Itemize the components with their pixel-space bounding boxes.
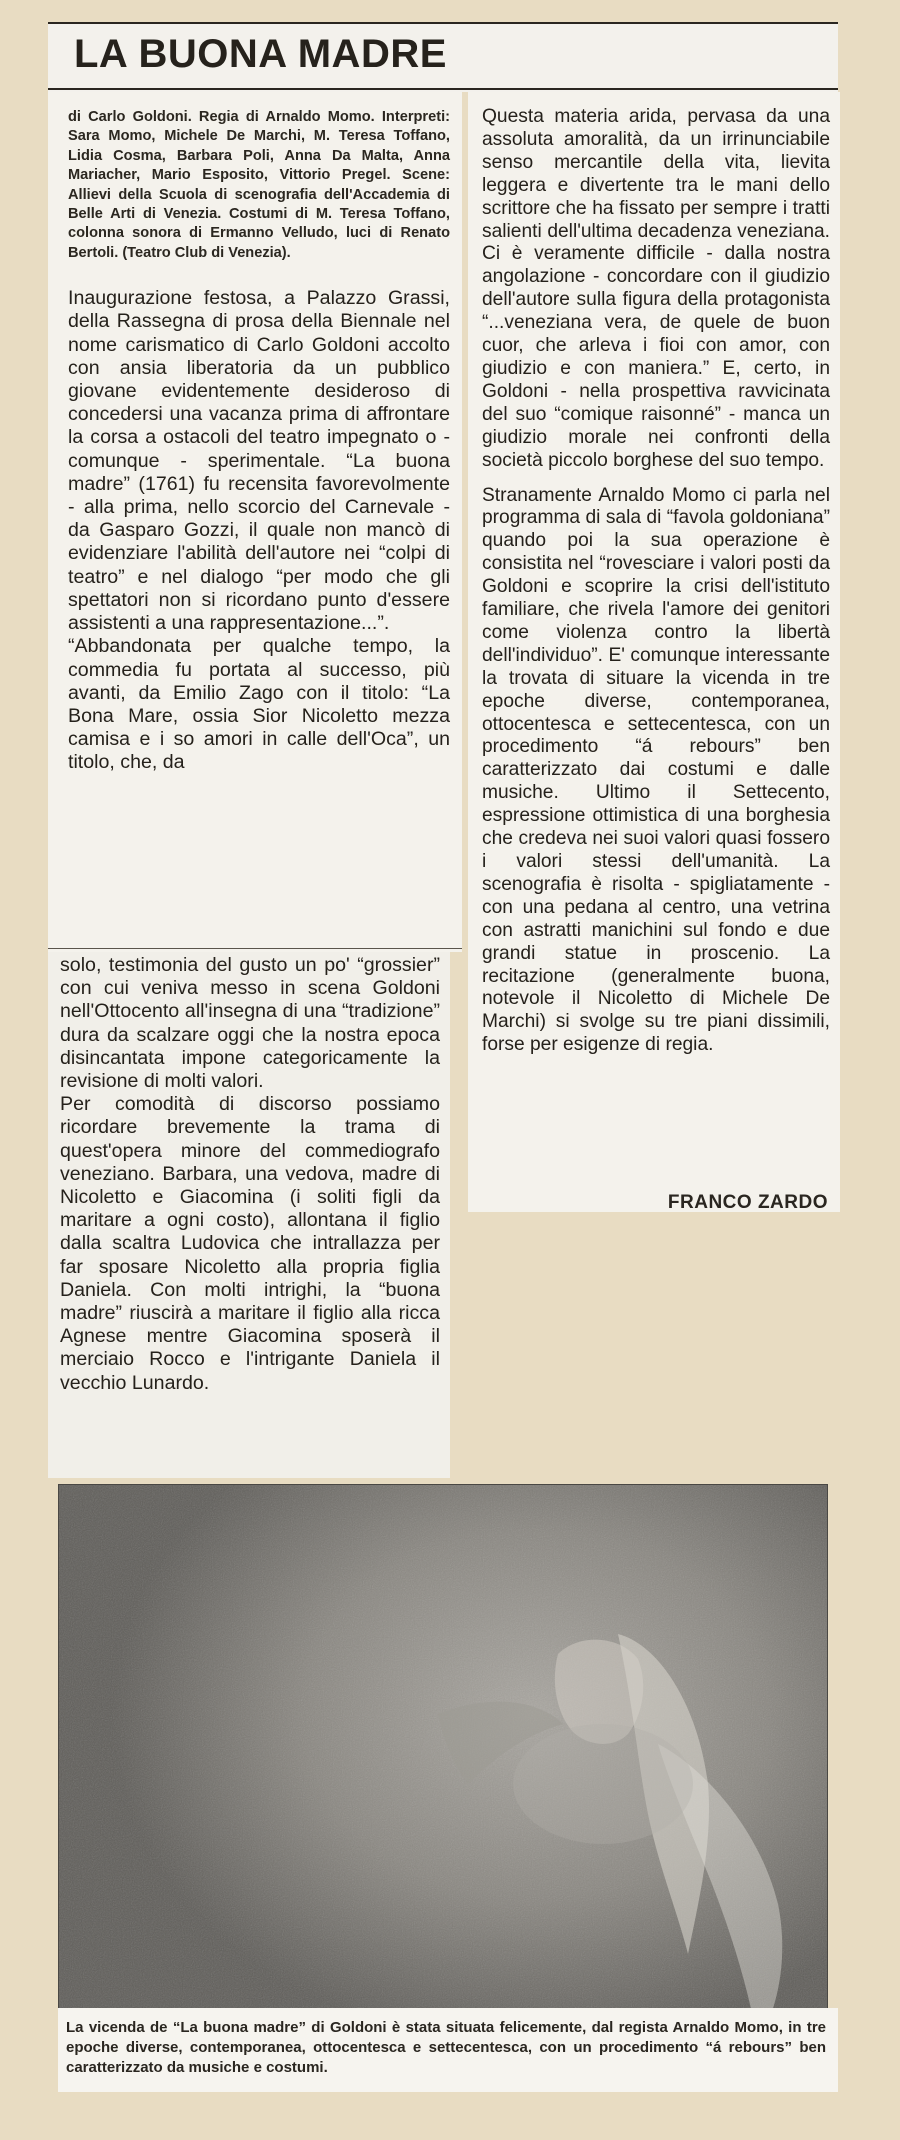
left-column-continued <box>48 952 450 1478</box>
body-paragraph: Inaugurazione festosa, a Palazzo Grassi, della Rassegna di prosa della Biennale nel nome carismatico di Carlo Goldoni accolto con ansia liberatoria da un pubblico giovane evidentemente desideroso di concedersi una vacanza prima di affrontare la corsa a ostacoli del teatro impegnato o - comunque - sperimentale. “La buona madre” (1761) fu recensita favorevolmente - alla prima, nello scorcio del Carnevale - da Gasparo Gozzi, il quale non mancò di evidenziare l'abilità dell'autore nei “colpi di teatro” e nel dialogo “per modo che gli spettatori non si ricordano punto d'essere assistenti a una rappresentazione...”. <box>68 287 450 635</box>
newspaper-clipping <box>44 18 844 2098</box>
title-rule <box>48 88 838 90</box>
photo-caption-box <box>58 2008 838 2092</box>
body-paragraph: Questa materia arida, pervasa da una assoluta amoralità, da un irrinunciabile senso mercantile della vita, lievita leggera e divertente tra le mani dello scrittore che ha fissato per sempre i tratti salienti dell'ultima decadenza veneziana. Ci è veramente difficile - dalla nostra angolazione - concordare con il giudizio dell'autore sulla figura della protagonista “...veneziana vera, de quele de buon cuor, che arleva i fioi con amor, con giudizio e con maniera.” E, certo, in Goldoni - nella prospettiva ravvicinata del suo “comique raisonné” - manca un giudizio morale nei confronti della società piccolo borghese del suo tempo. <box>482 106 830 471</box>
production-credits: di Carlo Goldoni. Regia di Arnaldo Momo. Interpreti: Sara Momo, Michele De Marchi, M. Teresa Toffano, Lidia Cosma, Barbara Poli, Anna Da Malta, Anna Mariacher, Mario Esposito, Vittorio Pregel. Scene: Allievi della Scuola di scenografia dell'Accademia di Belle Arti di Venezia. Costumi di M. Teresa Toffano, colonna sonora di Ermanno Velludo, luci di Renato Bertoli. (Teatro Club di Venezia). <box>68 109 450 261</box>
stage-photo-image <box>58 1484 828 2090</box>
body-paragraph: solo, testimonia del gusto un po' “grossier” con cui veniva messo in scena Goldoni nell'Ottocento all'insegna di una “tradizione” dura da scalzare oggi che la nostra epoca disincantata impone categoricamente la revisione di molti valori. <box>60 954 440 1093</box>
left-column <box>48 92 462 952</box>
body-paragraph: Stranamente Arnaldo Momo ci parla nel programma di sala di “favola goldoniana” quando poi la sua operazione è consistita nel “rovesciare i valori posti da Goldoni e scoprire la crisi dell'istituto familiare, che rivela l'amore dei genitori come violenza contro la libertà dell'individuo”. E' comunque interessante la trovata di situare la vicenda in tre epoche diverse, contemporanea, ottocentesca e settecentesca, con un procedimento “á rebours” ben caratterizzato dai costumi e dalle musiche. Ultimo il Settecento, espressione ottimistica di una borghesia che credeva nei suoi valori quasi fossero i valori stessi dell'umanità. La scenografia è risolta - spigliatamente - con una pedana al centro, una vetrina con astratti manichini sul fondo e due grandi statue in proscenio. La recitazione (generalmente buona, notevole il Nicoletto di Michele De Marchi) si svolge su tre piani dissimili, forse per esigenze di regia. <box>482 484 830 1056</box>
column-divider <box>48 948 462 949</box>
author-byline: FRANCO ZARDO <box>667 1192 828 1213</box>
body-paragraph: “Abbandonata per qualche tempo, la commedia fu portata al successo, più avanti, da Emilio Zago con il titolo: “La Bona Mare, ossia Sior Nicoletto mezza camisa e i so amori in calle dell'Oca”, un titolo, che, da <box>68 635 450 774</box>
paragraph-gap <box>482 473 830 485</box>
article-title: LA BUONA MADRE <box>74 32 447 76</box>
article-header <box>48 22 838 92</box>
top-rule <box>48 22 838 24</box>
body-paragraph: Per comodità di discorso possiamo ricordare brevemente la trama di quest'opera minore del commediografo veneziano. Barbara, una vedova, madre di Nicoletto e Giacomina (i soliti figli da maritare a ogni costo), allontana il figlio dalla scaltra Ludovica che intrallazza per far sposare Nicoletto alla propria figlia Daniela. Con molti intrighi, la “buona madre” riuscirà a maritare il figlio alla ricca Agnese mentre Giacomina sposerà il merciaio Rocco e l'intrigante Daniela il vecchio Lunardo. <box>60 1093 440 1394</box>
right-column <box>468 92 840 1212</box>
photo-caption: La vicenda de “La buona madre” di Goldoni è stata situata felicemente, dal regista Arnaldo Momo, in tre epoche diverse, contemporanea, ottocentesca e settecentesca, con un procedimento “á rebours” ben caratterizzato da musiche e costumi. <box>66 2019 826 2076</box>
stage-photo <box>58 1484 828 2090</box>
